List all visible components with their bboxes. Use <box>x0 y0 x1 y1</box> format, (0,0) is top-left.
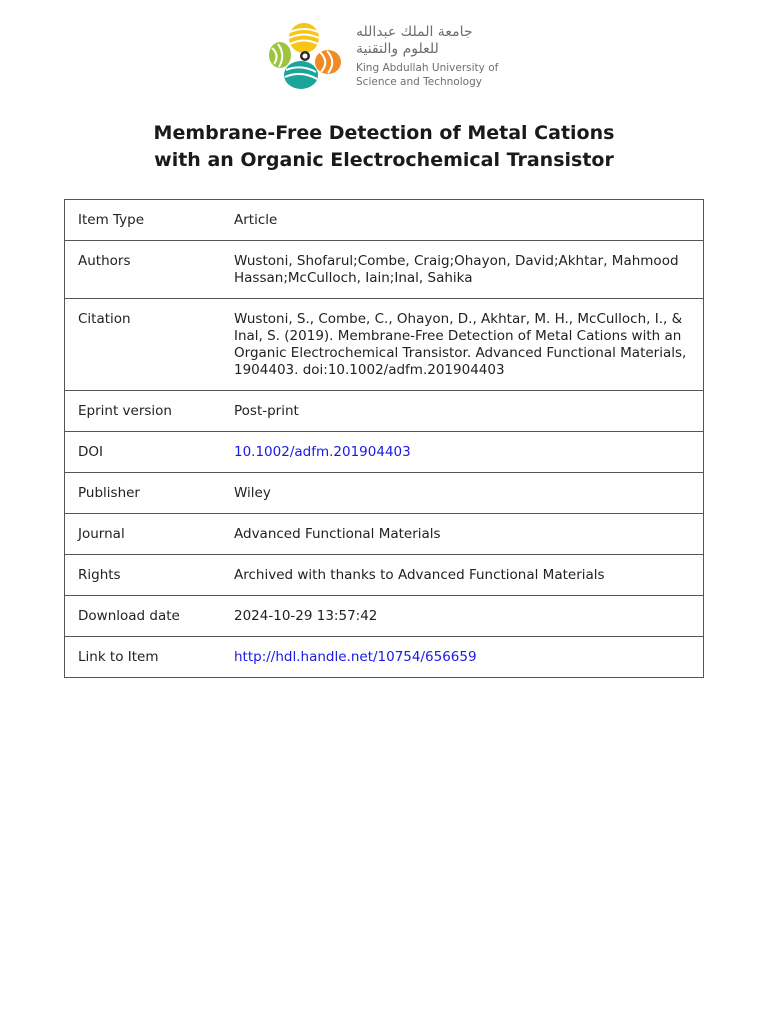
metadata-row-journal <box>65 514 704 555</box>
metadata-label: Citation <box>65 299 225 391</box>
metadata-value: Wustoni, S., Combe, C., Ohayon, D., Akhtar, M. H., McCulloch, I., & Inal, S. (2019). Membrane-Free Detection of Metal Cations with an Organic Electrochemical Transistor. Advanced Functional Materials, 1904403. doi:10.1002/adfm.201904403 <box>224 299 704 391</box>
institution-name-en-line1: King Abdullah University of <box>356 62 499 74</box>
metadata-row-eprint-version <box>65 391 704 432</box>
metadata-row-doi <box>65 432 704 473</box>
institution-name-ar-line2: للعلوم والتقنية <box>356 41 439 57</box>
metadata-row-citation <box>65 299 704 391</box>
metadata-value <box>224 432 704 473</box>
institution-name <box>356 24 506 89</box>
metadata-label: Authors <box>65 241 225 299</box>
metadata-row-link-to-item <box>65 637 704 678</box>
metadata-value: 2024-10-29 13:57:42 <box>224 596 704 637</box>
metadata-row-authors <box>65 241 704 299</box>
metadata-value: Wustoni, Shofarul;Combe, Craig;Ohayon, David;Akhtar, Mahmood Hassan;McCulloch, Iain;Inal, Sahika <box>224 241 704 299</box>
document-title <box>64 120 704 174</box>
metadata-value: Article <box>224 200 704 241</box>
metadata-label: Journal <box>65 514 225 555</box>
metadata-row-rights <box>65 555 704 596</box>
metadata-value <box>224 637 704 678</box>
metadata-label: Eprint version <box>65 391 225 432</box>
metadata-value: Post-print <box>224 391 704 432</box>
metadata-value: Advanced Functional Materials <box>224 514 704 555</box>
institution-name-en-line2: Science and Technology <box>356 76 482 88</box>
metadata-label: Rights <box>65 555 225 596</box>
metadata-label: Download date <box>65 596 225 637</box>
metadata-row-download-date <box>65 596 704 637</box>
metadata-value: Wiley <box>224 473 704 514</box>
metadata-label: Link to Item <box>65 637 225 678</box>
kaust-logo <box>268 22 508 92</box>
doi-link[interactable]: 10.1002/adfm.201904403 <box>234 444 411 460</box>
institution-name-ar-line1: جامعة الملك عبدالله <box>356 24 473 40</box>
document-title-line2: with an Organic Electrochemical Transistor <box>154 149 614 171</box>
document-title-line1: Membrane-Free Detection of Metal Cations <box>153 122 615 144</box>
metadata-label: Publisher <box>65 473 225 514</box>
metadata-table <box>64 199 704 678</box>
kaust-emblem-icon <box>268 22 344 92</box>
metadata-row-publisher <box>65 473 704 514</box>
metadata-value: Archived with thanks to Advanced Functional Materials <box>224 555 704 596</box>
metadata-label: Item Type <box>65 200 225 241</box>
item-link[interactable]: http://hdl.handle.net/10754/656659 <box>234 649 477 665</box>
metadata-row-item-type <box>65 200 704 241</box>
metadata-label: DOI <box>65 432 225 473</box>
